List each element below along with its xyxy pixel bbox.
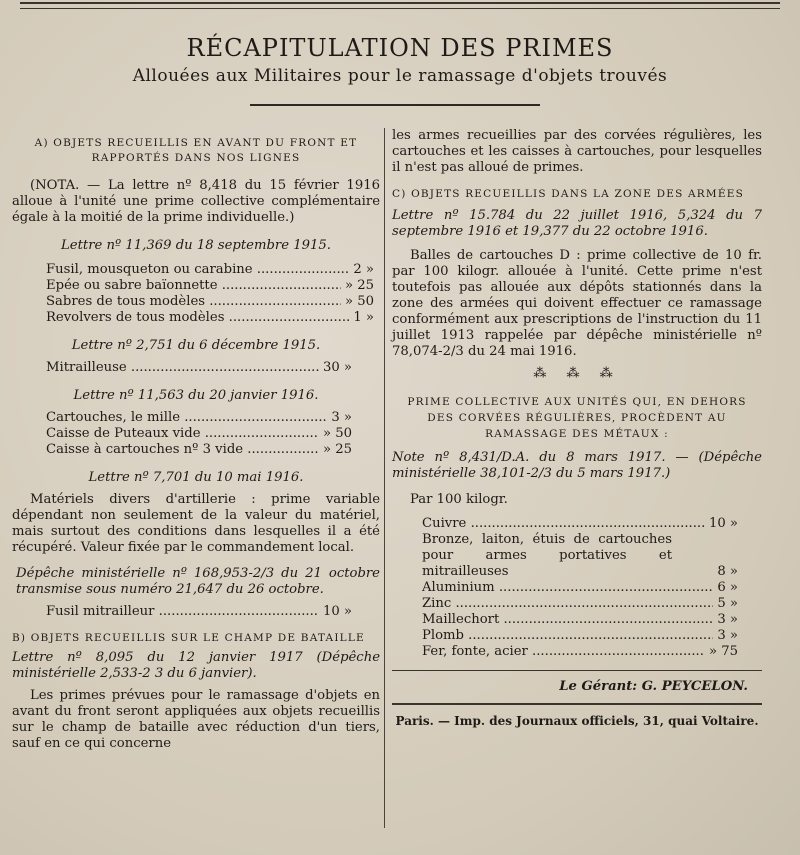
lettre-3: Lettre nº 11,563 du 20 janvier 1916.: [73, 388, 319, 403]
list-item: Aluminium ..... 6 »: [422, 580, 738, 596]
title-divider: [250, 104, 540, 106]
section-c-title: C) OBJETS RECUEILLIS DANS LA ZONE DES ARMÉES: [392, 188, 744, 200]
lettre-2: Lettre nº 2,751 du 6 décembre 1915.: [71, 338, 321, 353]
nota-text: (NOTA. — La lettre nº 8,418 du 15 février 1916 alloue à l'unité une prime collective complémentaire égale à la moitié de la prime individuelle.): [12, 178, 380, 225]
page-subtitle: Allouées aux Militaires pour le ramassage d'objets trouvés: [132, 66, 668, 86]
list-item: Fusil mitrailleur ..... 10 »: [46, 604, 352, 620]
par-100-kilogr: Par 100 kilogr.: [410, 492, 508, 507]
depeche-1: Dépêche ministérielle nº 168,953-2/3 du 21 octobre transmise sous numéro 21,647 du 26 octobre.: [16, 566, 380, 597]
list-item: Cuivre ..... 10 »: [422, 516, 738, 532]
separator-stars: ⁂ ⁂ ⁂: [533, 366, 621, 381]
list-item: Bronze, laiton, étuis de cartouches pour armes portatives et mitrailleuses 8 »: [422, 532, 738, 579]
continuation-text: les armes recueillies par des corvées régulières, les cartouches et les caisses à cartouches, pour lesquelles il n'est pas alloué de primes.: [392, 128, 762, 175]
left-column: [12, 128, 380, 752]
list-item: Fer, fonte, acier ..... » 75: [422, 644, 738, 660]
items-list-2: [12, 360, 380, 376]
lettre-1: Lettre nº 11,369 du 18 septembre 1915.: [61, 238, 331, 253]
lettre-6: Lettre nº 15.784 du 22 juillet 1916, 5,324 du 7 septembre 1916 et 19,377 du 22 octobre 1916.: [392, 208, 762, 239]
list-item: Caisse de Puteaux vide ..... » 50: [46, 426, 352, 442]
list-item: Mitrailleuse ..... 30 »: [46, 360, 352, 376]
items-list-3: [12, 410, 380, 458]
imprint-line: Paris. — Imp. des Journaux officiels, 31, quai Voltaire.: [395, 714, 759, 728]
list-item: Fusil, mousqueton ou carabine ..... 2 »: [46, 262, 374, 278]
note-text: Note nº 8,431/D.A. du 8 mars 1917. — (Dépêche ministérielle 38,101-2/3 du 5 mars 1917.): [392, 450, 762, 481]
section-a-title: A) OBJETS RECUEILLIS EN AVANT DU FRONT ET RAPPORTÉS DANS NOS LIGNES: [34, 137, 358, 164]
materiels-text: Matériels divers d'artillerie : prime variable dépendant non seulement de la valeur du matériel, mais surtout des conditions dans lesquelles il a été récupéré. Valeur fixée par le commandement local.: [12, 492, 380, 555]
right-column: [392, 128, 762, 729]
gerant-signature: Le Gérant: G. PEYCELON.: [559, 679, 748, 694]
top-border-rule: [20, 2, 780, 9]
lettre-5: Lettre nº 8,095 du 12 janvier 1917 (Dépêche ministérielle 2,533-2 3 du 6 janvier).: [12, 650, 380, 681]
column-divider: [384, 128, 385, 828]
list-item: Cartouches, le mille ..... 3 »: [46, 410, 352, 426]
list-item: Zinc ..... 5 »: [422, 596, 738, 612]
page-title: RÉCAPITULATION DES PRIMES: [186, 34, 614, 62]
footer-rule-1: [392, 670, 762, 671]
items-list-4: [12, 604, 380, 620]
metaux-list: [392, 516, 762, 660]
lettre-4: Lettre nº 7,701 du 10 mai 1916.: [88, 470, 304, 485]
section-b-title: B) OBJETS RECUEILLIS SUR LE CHAMP DE BATAILLE: [12, 632, 365, 644]
prime-collective-title: PRIME COLLECTIVE AUX UNITÉS QUI, EN DEHORS DES CORVÉES RÉGULIÈRES, PROCÈDENT AU RAMASSAGE DES MÉTAUX :: [407, 396, 747, 440]
primes-text: Les primes prévues pour le ramassage d'objets en avant du front seront appliquées aux objets recueillis sur le champ de bataille avec réduction d'un tiers, sauf en ce qui concerne: [12, 688, 380, 751]
list-item: Caisse à cartouches nº 3 vide ..... » 25: [46, 442, 352, 458]
items-list-1: [12, 262, 380, 326]
list-item: Plomb ..... 3 »: [422, 628, 738, 644]
balles-text: Balles de cartouches D : prime collective de 10 fr. par 100 kilogr. allouée à l'unité. Cette prime n'est toutefois pas allouée aux dépôts stationnés dans la zone des armées qui doivent effectuer ce ramassage conformément aux prescriptions de l'instruction du 11 juillet 1913 rappelée par dépêche ministérielle nº 78,074-2/3 du 24 mai 1916.: [392, 248, 762, 359]
list-item: Revolvers de tous modèles ..... 1 »: [46, 310, 374, 326]
list-item: Epée ou sabre baïonnette ..... » 25: [46, 278, 374, 294]
list-item: Maillechort ..... 3 »: [422, 612, 738, 628]
list-item: Sabres de tous modèles ..... » 50: [46, 294, 374, 310]
footer-rule-2: [392, 703, 762, 705]
